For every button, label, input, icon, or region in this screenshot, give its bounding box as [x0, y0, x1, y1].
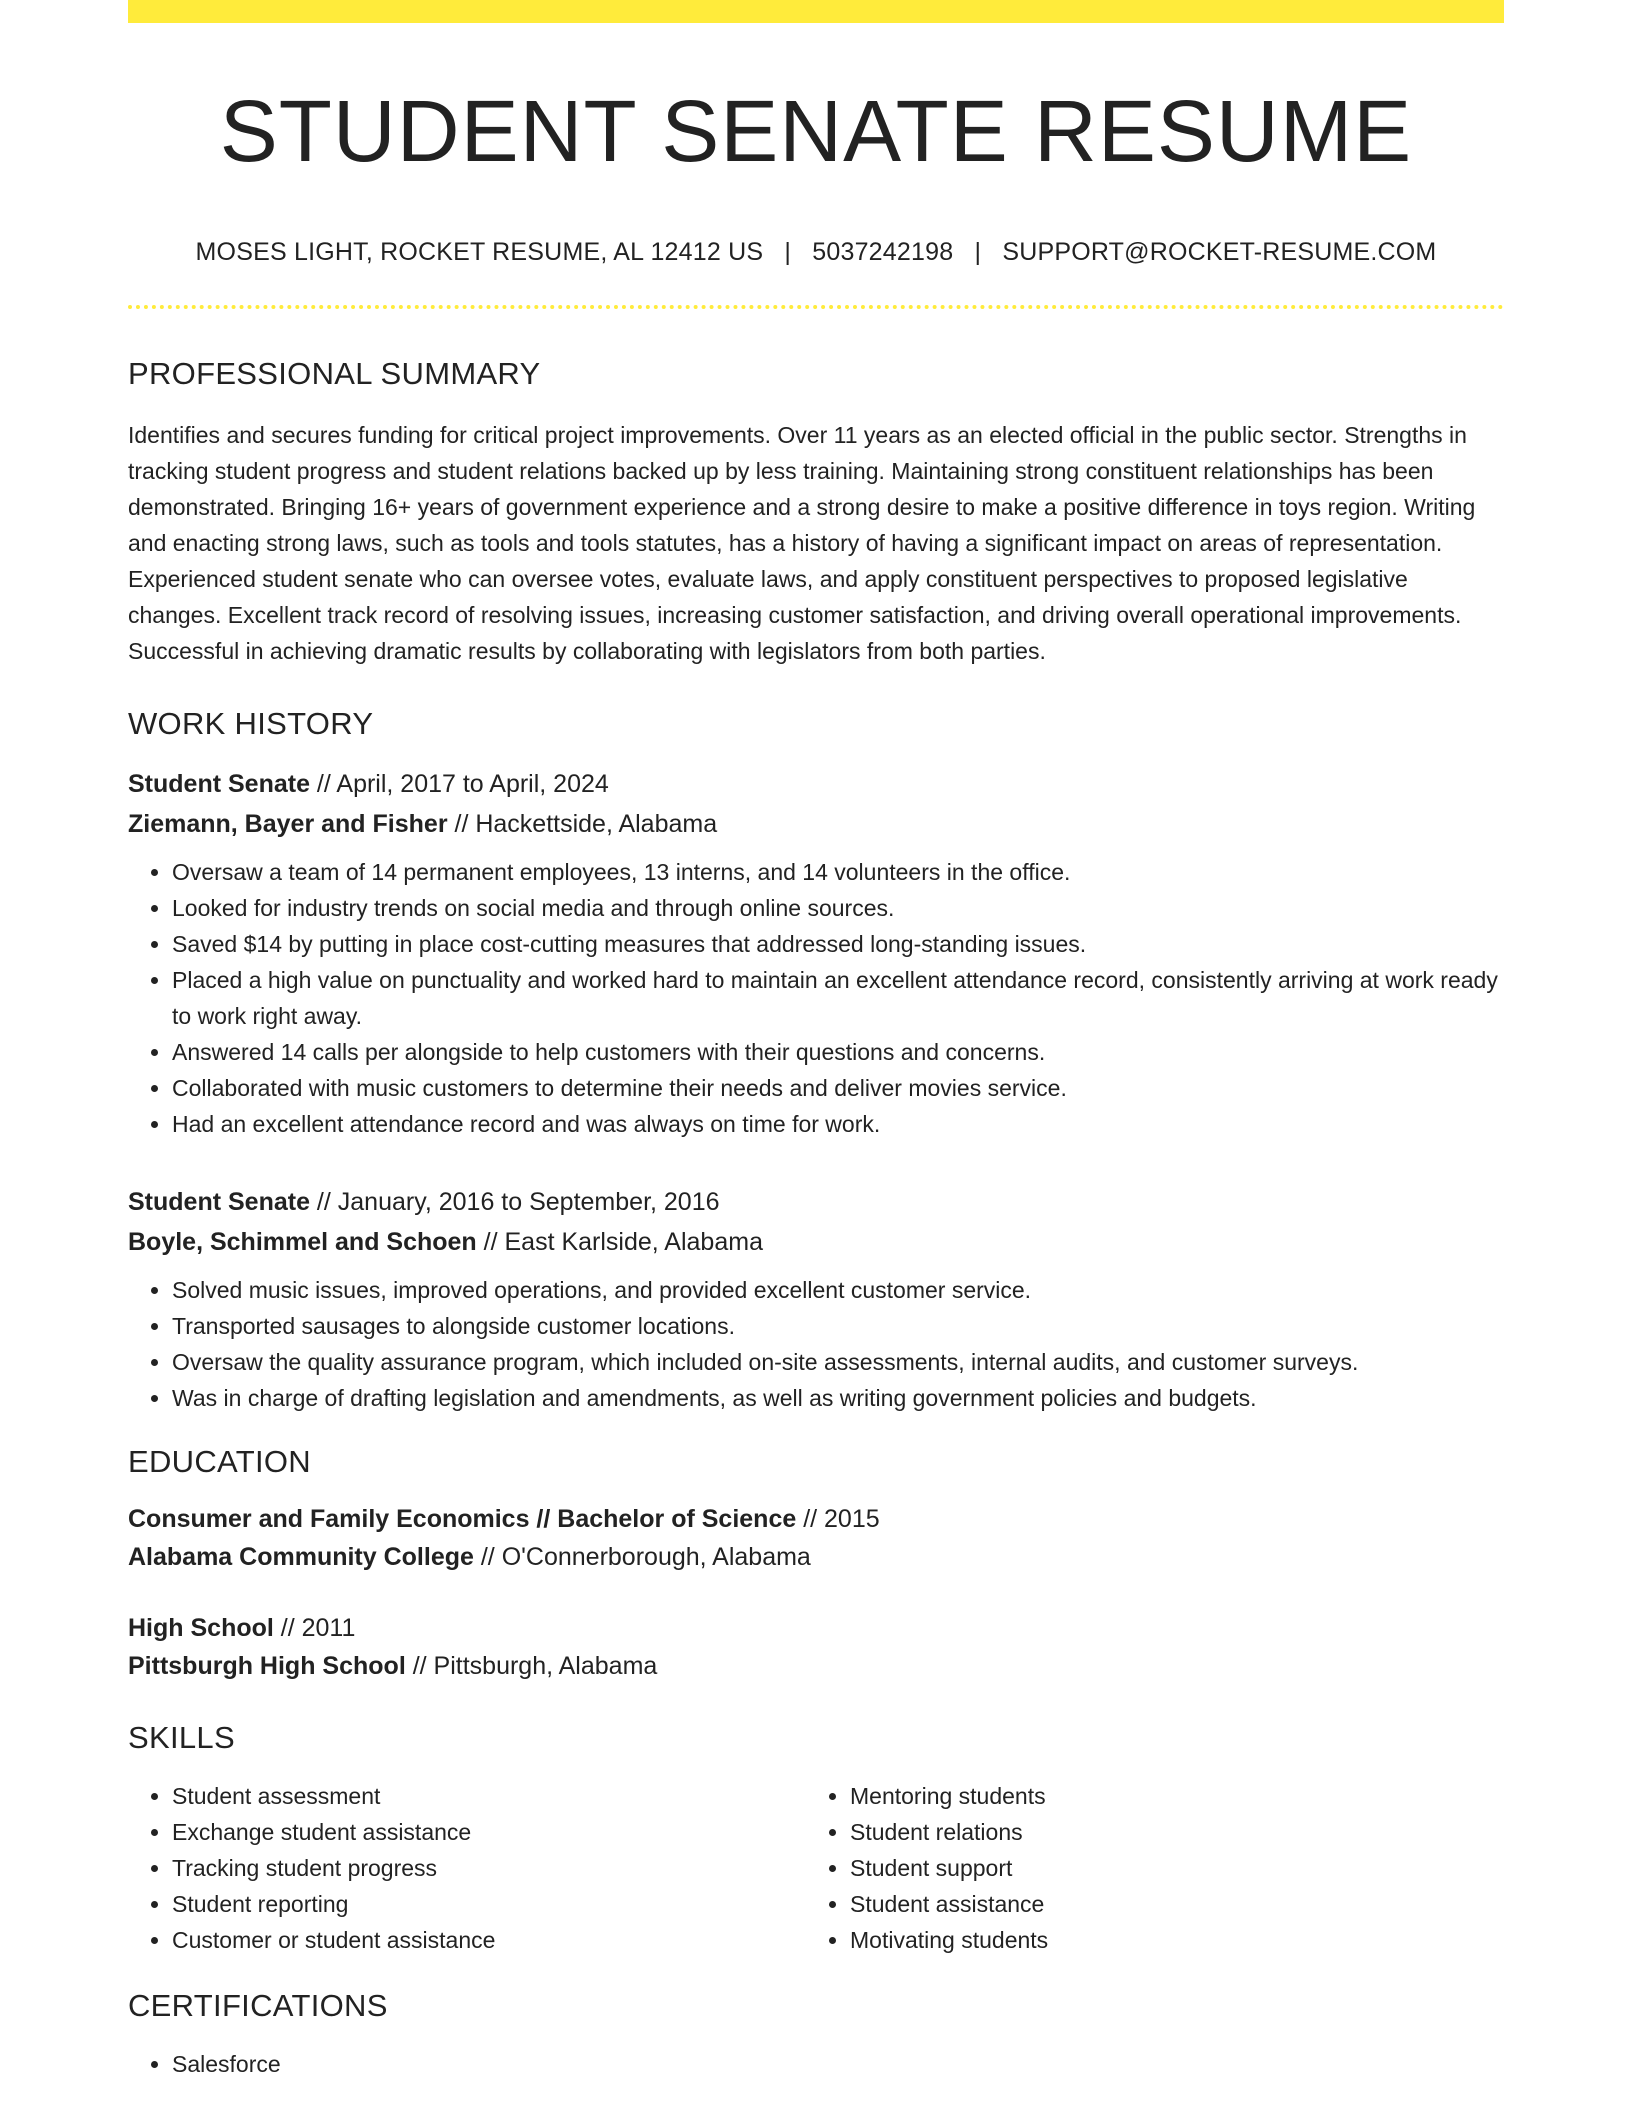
education-school: Pittsburgh High School	[128, 1652, 406, 1681]
skill-item: • Student relations	[850, 1814, 1484, 1850]
education-location: // O'Connerborough, Alabama	[473, 1543, 811, 1572]
job-bullet: • Oversaw a team of 14 permanent employees, 13 interns, and 14 volunteers in the office.	[172, 854, 1504, 890]
skill-item: • Student support	[850, 1850, 1484, 1886]
job-dates: // January, 2016 to September, 2016	[309, 1188, 720, 1217]
education-entry	[128, 1500, 1504, 1576]
job-bullet: • Oversaw the quality assurance program, which included on-site assessments, internal audits, and customer surveys.	[172, 1344, 1504, 1380]
job-bullet: • Saved $14 by putting in place cost-cutting measures that addressed long-standing issues.	[172, 926, 1504, 962]
job-bullet: • Looked for industry trends on social media and through online sources.	[172, 890, 1504, 926]
job-title-line	[128, 764, 1504, 804]
education-location: // Pittsburgh, Alabama	[405, 1652, 658, 1681]
certification-item: • Salesforce	[172, 2046, 1504, 2082]
job-title-line	[128, 1182, 1504, 1222]
contact-separator: |	[974, 238, 982, 267]
job-bullet: • Solved music issues, improved operations, and provided excellent customer service.	[172, 1272, 1504, 1308]
contact-address: MOSES LIGHT, ROCKET RESUME, AL 12412 US	[195, 238, 764, 267]
education-school-line	[128, 1538, 1504, 1576]
certifications-heading: CERTIFICATIONS	[128, 1988, 388, 2024]
job-bullet: • Had an excellent attendance record and was always on time for work.	[172, 1106, 1504, 1142]
contact-phone: 5037242198	[812, 238, 954, 267]
job-bullets	[128, 1272, 1504, 1416]
education-degree-line	[128, 1609, 1504, 1647]
job-employer-line	[128, 1222, 1504, 1262]
resume-title: STUDENT SENATE RESUME	[219, 83, 1413, 180]
job-employer: Boyle, Schimmel and Schoen	[128, 1228, 477, 1257]
job-title: Student Senate	[128, 770, 310, 799]
job-bullet: • Collaborated with music customers to determine their needs and deliver movies service.	[172, 1070, 1504, 1106]
certifications-list	[128, 2046, 1504, 2082]
skill-item: • Customer or student assistance	[172, 1922, 806, 1958]
job-location: // East Karlside, Alabama	[476, 1228, 763, 1257]
education-degree: High School	[128, 1614, 274, 1643]
skills-heading: SKILLS	[128, 1720, 235, 1756]
skill-item: • Student reporting	[172, 1886, 806, 1922]
education-year: // 2015	[796, 1505, 880, 1534]
dotted-divider	[128, 305, 1504, 309]
accent-bar	[128, 0, 1504, 23]
education-degree-line	[128, 1500, 1504, 1538]
skill-item: • Mentoring students	[850, 1778, 1484, 1814]
job-bullets	[128, 854, 1504, 1142]
skills-grid	[128, 1778, 1504, 1958]
skill-item: • Student assistance	[850, 1886, 1484, 1922]
education-year: // 2011	[273, 1614, 356, 1643]
skills-column-left	[128, 1778, 806, 1958]
job-entry	[128, 764, 1504, 1142]
skill-item: • Student assessment	[172, 1778, 806, 1814]
contact-separator: |	[784, 238, 792, 267]
job-location: // Hackettside, Alabama	[447, 810, 718, 839]
job-bullet: • Answered 14 calls per alongside to help customers with their questions and concerns.	[172, 1034, 1504, 1070]
summary-text: Identifies and secures funding for critical project improvements. Over 11 years as an elected official in the public sector. Strengths in tracking student progress and student relations backed up by less training. Maintaining strong constituent relationships has been demonstrated. Bringing 16+ years of government experience and a strong desire to make a positive difference in toys region. Writing and enacting strong laws, such as tools and tools statutes, has a history of having a significant impact on areas of representation. Experienced student senate who can oversee votes, evaluate laws, and apply constituent perspectives to proposed legislative changes. Excellent track record of resolving issues, increasing customer satisfaction, and driving overall operational improvements. Successful in achieving dramatic results by collaborating with legislators from both parties.	[128, 422, 1476, 665]
education-heading: EDUCATION	[128, 1444, 311, 1480]
work-history-heading: WORK HISTORY	[128, 706, 374, 742]
contact-email: SUPPORT@ROCKET-RESUME.COM	[1002, 238, 1437, 267]
job-entry	[128, 1182, 1504, 1416]
job-title: Student Senate	[128, 1188, 310, 1217]
job-dates: // April, 2017 to April, 2024	[309, 770, 609, 799]
education-degree: Consumer and Family Economics // Bachelor of Science	[128, 1505, 797, 1534]
job-bullet: • Placed a high value on punctuality and worked hard to maintain an excellent attendance record, consistently arriving at work ready to work right away.	[172, 962, 1504, 1034]
skill-item: • Motivating students	[850, 1922, 1484, 1958]
job-employer: Ziemann, Bayer and Fisher	[128, 810, 448, 839]
skill-item: • Tracking student progress	[172, 1850, 806, 1886]
education-school-line	[128, 1647, 1504, 1685]
contact-info	[128, 238, 1504, 267]
job-bullet: • Was in charge of drafting legislation and amendments, as well as writing government policies and budgets.	[172, 1380, 1504, 1416]
education-school: Alabama Community College	[128, 1543, 474, 1572]
skills-column-right	[806, 1778, 1484, 1958]
resume-page	[128, 0, 1504, 2082]
job-employer-line	[128, 804, 1504, 844]
education-entry	[128, 1609, 1504, 1685]
skill-item: • Exchange student assistance	[172, 1814, 806, 1850]
job-bullet: • Transported sausages to alongside customer locations.	[172, 1308, 1504, 1344]
summary-heading: PROFESSIONAL SUMMARY	[128, 356, 541, 392]
